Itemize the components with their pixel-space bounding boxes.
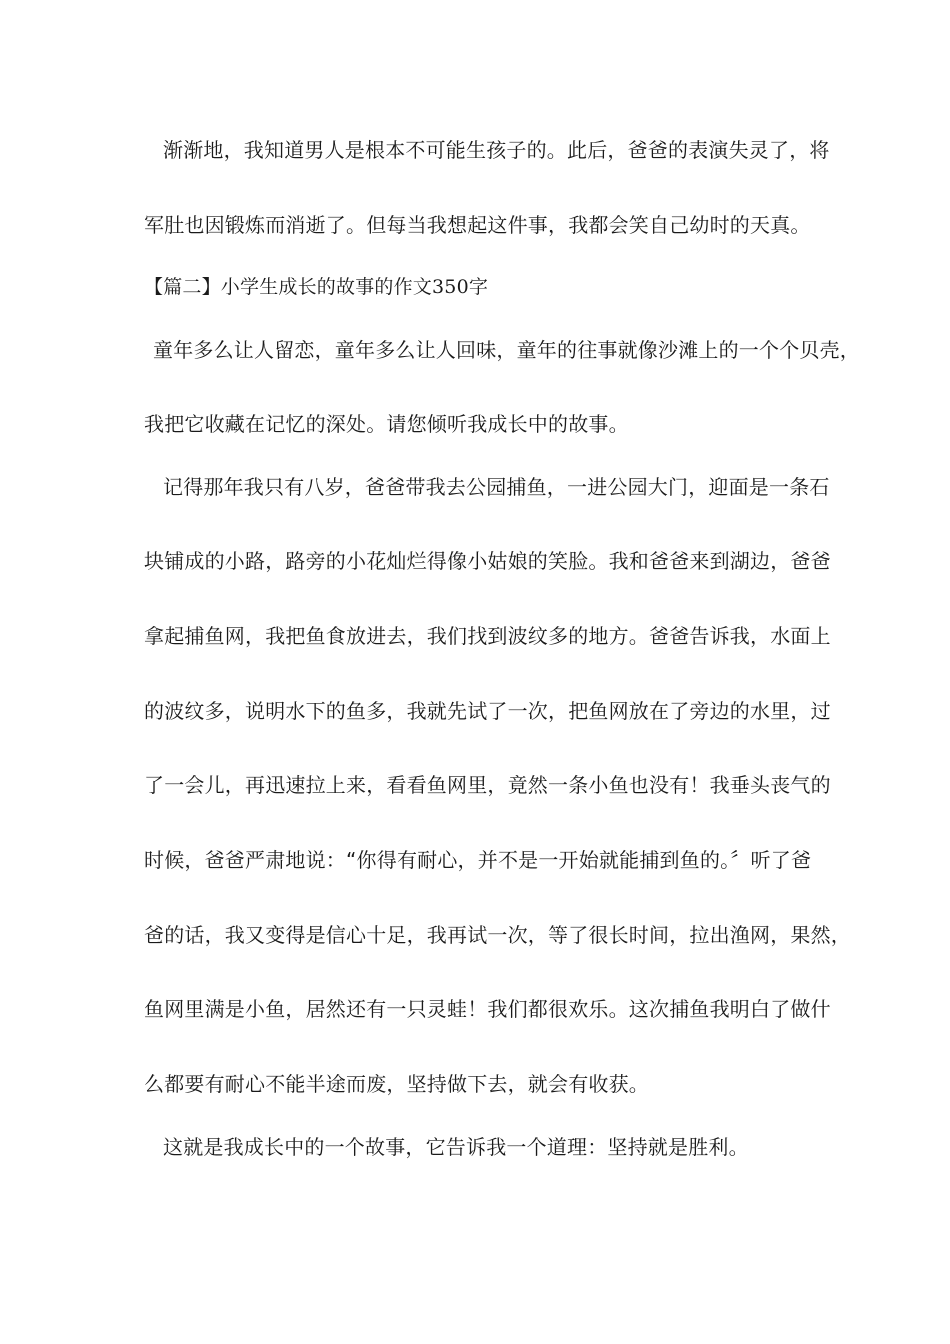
- paragraph-line: 爸的话，我又变得是信心十足，我再试一次，等了很长时间，拉出渔网，果然，: [144, 923, 851, 947]
- paragraph-line: 这就是我成长中的一个故事，它告诉我一个道理：坚持就是胜利。: [163, 1135, 749, 1159]
- section-heading: 【篇二】小学生成长的故事的作文350字: [144, 276, 489, 298]
- paragraph-line: 拿起捕鱼网，我把鱼食放进去，我们找到波纹多的地方。爸爸告诉我，水面上: [144, 624, 831, 648]
- paragraph-line: 块铺成的小路，路旁的小花灿烂得像小姑娘的笑脸。我和爸爸来到湖边，爸爸: [144, 549, 831, 573]
- paragraph-line: 鱼网里满是小鱼，居然还有一只灵蛙！我们都很欢乐。这次捕鱼我明白了做什: [144, 997, 831, 1021]
- paragraph-line: 渐渐地，我知道男人是根本不可能生孩子的。此后，爸爸的表演失灵了，将: [163, 138, 830, 162]
- paragraph-line: 么都要有耐心不能半途而废，坚持做下去，就会有收获。: [144, 1072, 649, 1096]
- paragraph-line: 的波纹多，说明水下的鱼多，我就先试了一次，把鱼网放在了旁边的水里，过: [144, 699, 831, 723]
- paragraph-line: 我把它收藏在记忆的深处。请您倾听我成长中的故事。: [144, 412, 629, 436]
- paragraph-line: 了一会儿，再迅速拉上来，看看鱼网里，竟然一条小鱼也没有！我垂头丧气的: [144, 773, 831, 797]
- paragraph-line: 军肚也因锻炼而消逝了。但每当我想起这件事，我都会笑自己幼时的天真。: [144, 213, 811, 237]
- paragraph-line: 童年多么让人留恋，童年多么让人回味，童年的往事就像沙滩上的一个个贝壳，: [153, 338, 860, 362]
- paragraph-line: 记得那年我只有八岁，爸爸带我去公园捕鱼，一进公园大门，迎面是一条石: [163, 475, 830, 499]
- paragraph-line: 时候，爸爸严肃地说：“你得有耐心，并不是一开始就能捕到鱼的。〞听了爸: [144, 848, 812, 872]
